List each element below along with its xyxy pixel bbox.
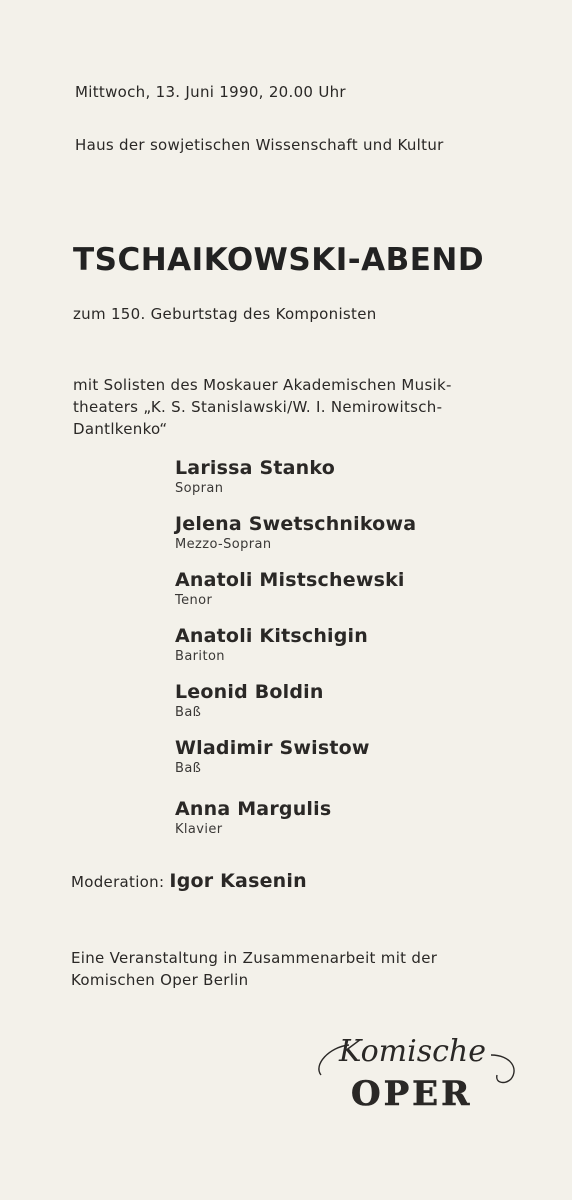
performer-name: Jelena Swetschnikowa xyxy=(175,513,417,535)
logo-block-word: OPER xyxy=(351,1074,473,1114)
performer-entry xyxy=(175,680,324,722)
performer-entry xyxy=(175,512,416,554)
event-date: Mittwoch, 13. Juni 1990, 20.00 Uhr xyxy=(75,83,346,101)
performer-entry xyxy=(175,568,405,610)
performer-name: Anatoli Mistschewski xyxy=(175,569,405,591)
performer-role: Baß xyxy=(175,705,202,720)
event-venue: Haus der sowjetischen Wissenschaft und Kultur xyxy=(75,136,444,154)
komische-oper-logo xyxy=(315,1025,525,1115)
event-title: TSCHAIKOWSKI-ABEND xyxy=(73,242,485,278)
performer-role: Sopran xyxy=(175,481,224,496)
event-intro: mit Solisten des Moskauer Akademischen Musik-theaters „K. S. Stanislawski/W. I. Nemirowitsch-Dantlkenko“ xyxy=(73,376,452,438)
performer-name: Leonid Boldin xyxy=(175,681,324,703)
performer-role: Baß xyxy=(175,761,202,776)
performer-name: Larissa Stanko xyxy=(175,457,335,479)
performer-role: Klavier xyxy=(175,822,223,837)
performer-entry xyxy=(175,797,331,839)
logo-script-word: Komische xyxy=(339,1034,486,1069)
performer-name: Anatoli Kitschigin xyxy=(175,625,368,647)
performer-role: Tenor xyxy=(175,593,213,608)
performer-entry xyxy=(175,624,368,666)
footer-text: Eine Veranstaltung in Zusammenarbeit mit der Komischen Oper Berlin xyxy=(71,949,438,989)
moderation-name: Igor Kasenin xyxy=(169,870,307,892)
performer-entry xyxy=(175,456,335,498)
logo-flourish-right xyxy=(491,1055,514,1082)
moderation-line xyxy=(71,870,307,892)
performer-name: Wladimir Swistow xyxy=(175,737,370,759)
performer-name: Anna Margulis xyxy=(175,798,332,820)
performer-role: Bariton xyxy=(175,649,225,664)
event-subtitle: zum 150. Geburtstag des Komponisten xyxy=(73,305,377,323)
performer-role: Mezzo-Sopran xyxy=(175,537,272,552)
performer-entry xyxy=(175,736,370,778)
moderation-label: Moderation: xyxy=(71,873,165,891)
